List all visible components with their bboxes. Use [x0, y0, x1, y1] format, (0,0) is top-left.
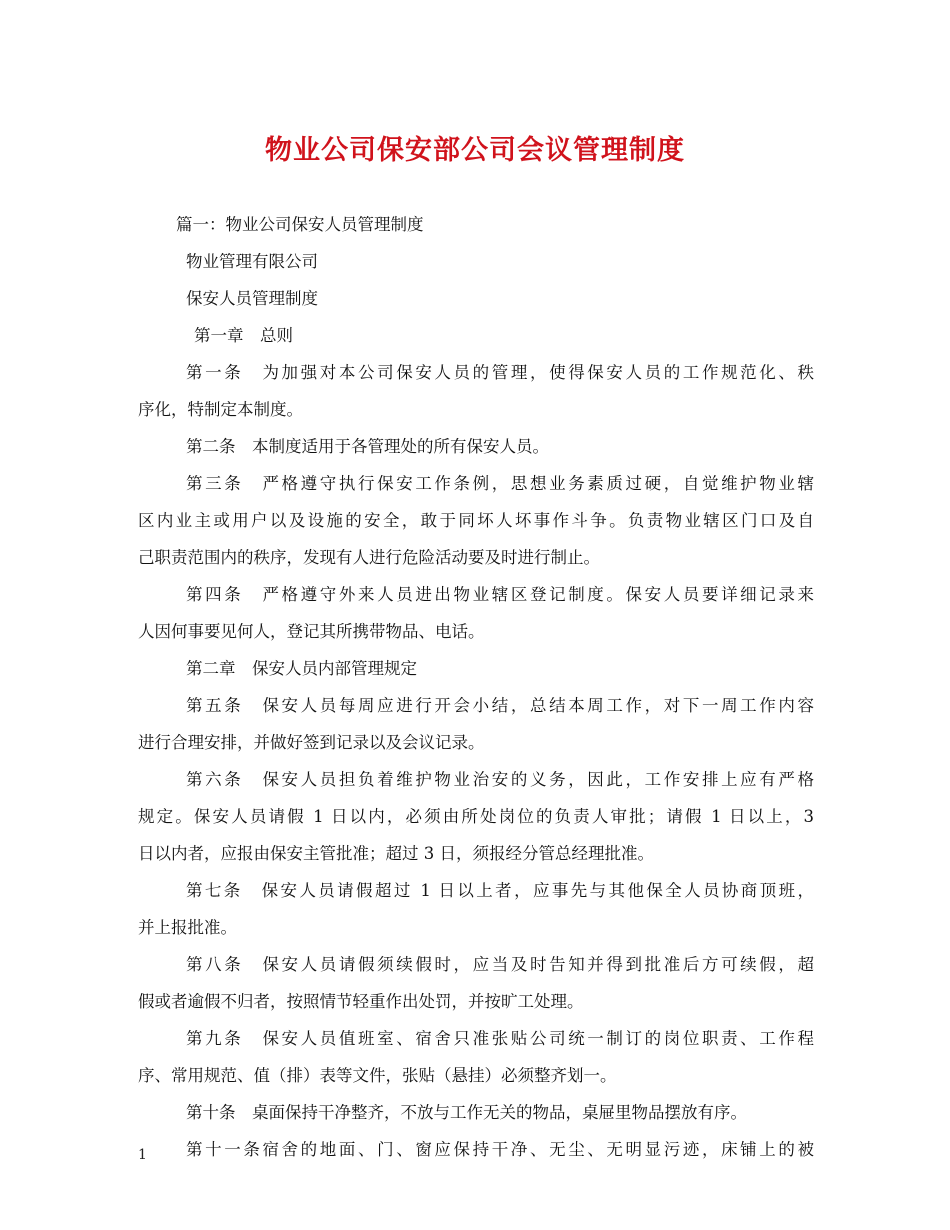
paragraph-line: 第七条 保安人员请假超过 1 日以上者，应事先与其他保全人员协商顶班，	[186, 881, 814, 900]
paragraph-line: 第十一条宿舍的地面、门、窗应保持干净、无尘、无明显污迹，床铺上的被	[186, 1140, 814, 1159]
paragraph-line: 人因何事要见何人，登记其所携带物品、电话。	[138, 622, 485, 641]
chapter-heading: 第一章 总则	[194, 326, 293, 345]
paragraph-line: 第三条 严格遵守执行保安工作条例，思想业务素质过硬，自觉维护物业辖	[186, 474, 814, 493]
paragraph-line: 第二条 本制度适用于各管理处的所有保安人员。	[186, 437, 549, 456]
section-heading: 篇一：物业公司保安人员管理制度	[176, 215, 424, 234]
paragraph-line: 规定。保安人员请假 1 日以内，必须由所处岗位的负责人审批；请假 1 日以上，3	[138, 807, 814, 826]
paragraph-line: 第四条 严格遵守外来人员进出物业辖区登记制度。保安人员要详细记录来	[186, 585, 814, 604]
paragraph-line: 保安人员管理制度	[186, 289, 318, 308]
document-title: 物业公司保安部公司会议管理制度	[265, 135, 685, 166]
paragraph-line: 序、常用规范、值（排）表等文件，张贴（悬挂）必须整齐划一。	[138, 1066, 617, 1085]
paragraph-line: 己职责范围内的秩序，发现有人进行危险活动要及时进行制止。	[138, 548, 600, 567]
paragraph-line: 第八条 保安人员请假须续假时，应当及时告知并得到批准后方可续假，超	[186, 955, 814, 974]
document-body	[138, 206, 814, 1168]
paragraph-line: 第十条 桌面保持干净整齐，不放与工作无关的物品，桌屉里物品摆放有序。	[186, 1103, 747, 1122]
paragraph-line: 第五条 保安人员每周应进行开会小结，总结本周工作，对下一周工作内容	[186, 696, 814, 715]
paragraph-line: 物业管理有限公司	[186, 252, 318, 271]
paragraph-line: 第一条 为加强对本公司保安人员的管理，使得保安人员的工作规范化、秩	[186, 363, 814, 382]
paragraph-line: 并上报批准。	[138, 918, 237, 937]
paragraph-line: 区内业主或用户以及设施的安全，敢于同坏人坏事作斗争。负责物业辖区门口及自	[138, 511, 814, 530]
paragraph-line: 序化，特制定本制度。	[138, 400, 303, 419]
chapter-heading: 第二章 保安人员内部管理规定	[186, 659, 417, 678]
paragraph-line: 第六条 保安人员担负着维护物业治安的义务，因此，工作安排上应有严格	[186, 770, 814, 789]
paragraph-line: 日以内者，应报由保安主管批准；超过 3 日，须报经分管总经理批准。	[138, 844, 654, 863]
paragraph-line: 进行合理安排，并做好签到记录以及会议记录。	[138, 733, 485, 752]
paragraph-line: 假或者逾假不归者，按照情节轻重作出处罚，并按旷工处理。	[138, 992, 584, 1011]
paragraph-line: 第九条 保安人员值班室、宿舍只准张贴公司统一制订的岗位职责、工作程	[186, 1029, 814, 1048]
page-number: 1	[138, 1147, 147, 1163]
